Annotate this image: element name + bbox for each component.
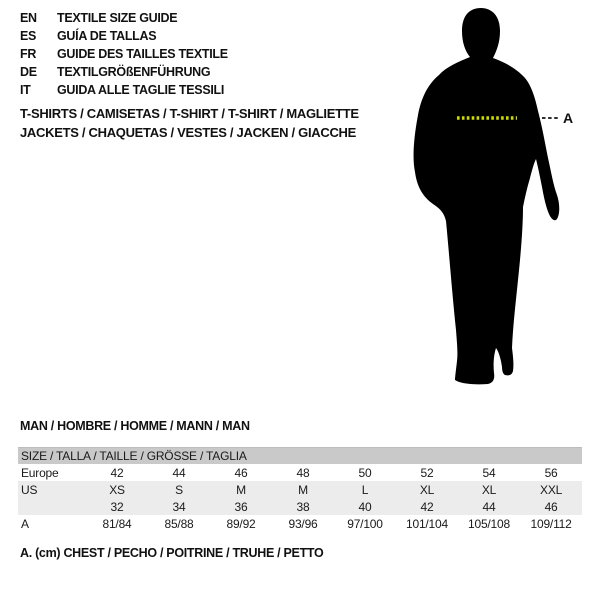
table-cell: S [148,481,210,498]
size-table [18,447,582,532]
table-row-europe [18,464,582,481]
man-silhouette [414,8,560,384]
table-cell: 36 [210,498,272,515]
table-row-us [18,481,582,498]
table-cell: 109/112 [530,516,572,531]
table-cell: XS [86,481,148,498]
table-cell: 34 [148,498,210,515]
table-cell: 81/84 [102,516,132,531]
table-cell: 46 [520,498,582,515]
size-table-header: SIZE / TALLA / TAILLE / GRÖSSE / TAGLIA [18,448,582,465]
language-row-en [20,9,228,27]
language-text: GUÍA DE TALLAS [57,29,157,43]
measure-label-a: A [563,110,574,126]
table-cell: M [210,481,272,498]
language-row-it [20,81,228,99]
table-row-uk [18,498,582,515]
table-cell: L [334,481,396,498]
man-silhouette-figure [395,0,600,400]
table-cell: XXL [520,481,582,498]
language-row-fr [20,45,228,63]
language-row-es [20,27,228,45]
language-text: TEXTILGRÖßENFÜHRUNG [57,65,211,79]
size-table-header-row [18,448,582,465]
language-code: IT [20,83,31,97]
table-cell: 48 [296,465,310,480]
table-cell: 93/96 [288,516,318,531]
category-line-jackets: JACKETS / CHAQUETAS / VESTES / JACKEN / GIACCHE [20,124,356,140]
table-cell: 42 [110,465,124,480]
table-cell: 32 [86,498,148,515]
table-cell: 46 [234,465,248,480]
row-label [18,498,86,515]
table-cell: 52 [420,465,434,480]
table-cell: 101/104 [406,516,448,531]
table-cell: 40 [334,498,396,515]
table-cell: 105/108 [468,516,510,531]
table-cell: 97/100 [347,516,383,531]
table-cell: 44 [458,498,520,515]
table-cell: 50 [358,465,372,480]
table-cell: 38 [272,498,334,515]
table-cell: M [272,481,334,498]
language-text: GUIDE DES TAILLES TEXTILE [57,47,228,61]
table-row-a-chest [18,515,582,532]
language-row-de [20,63,228,81]
section-title-man: MAN / HOMBRE / HOMME / MANN / MAN [20,419,250,433]
table-cell: XL [396,481,458,498]
garment-categories [20,105,359,142]
language-code: EN [20,11,37,25]
language-code: FR [20,47,37,61]
language-text: TEXTILE SIZE GUIDE [57,11,178,25]
language-guide [20,9,228,99]
language-text: GUIDA ALLE TAGLIE TESSILI [57,83,225,97]
row-label: Europe [21,465,59,480]
table-cell: 89/92 [226,516,256,531]
category-line-tshirts: T-SHIRTS / CAMISETAS / T-SHIRT / T-SHIRT / MAGLIETTE [20,106,359,121]
table-cell: 85/88 [164,516,194,531]
table-cell: XL [458,481,520,498]
row-label: US [18,481,86,498]
table-cell: 56 [544,465,558,480]
language-code: ES [20,29,37,43]
language-code: DE [20,65,37,79]
footnote-chest-measure: A. (cm) CHEST / PECHO / POITRINE / TRUHE / PETTO [20,546,324,560]
table-cell: 44 [172,465,186,480]
table-cell: 54 [482,465,496,480]
table-cell: 42 [396,498,458,515]
row-label: A [21,516,29,531]
